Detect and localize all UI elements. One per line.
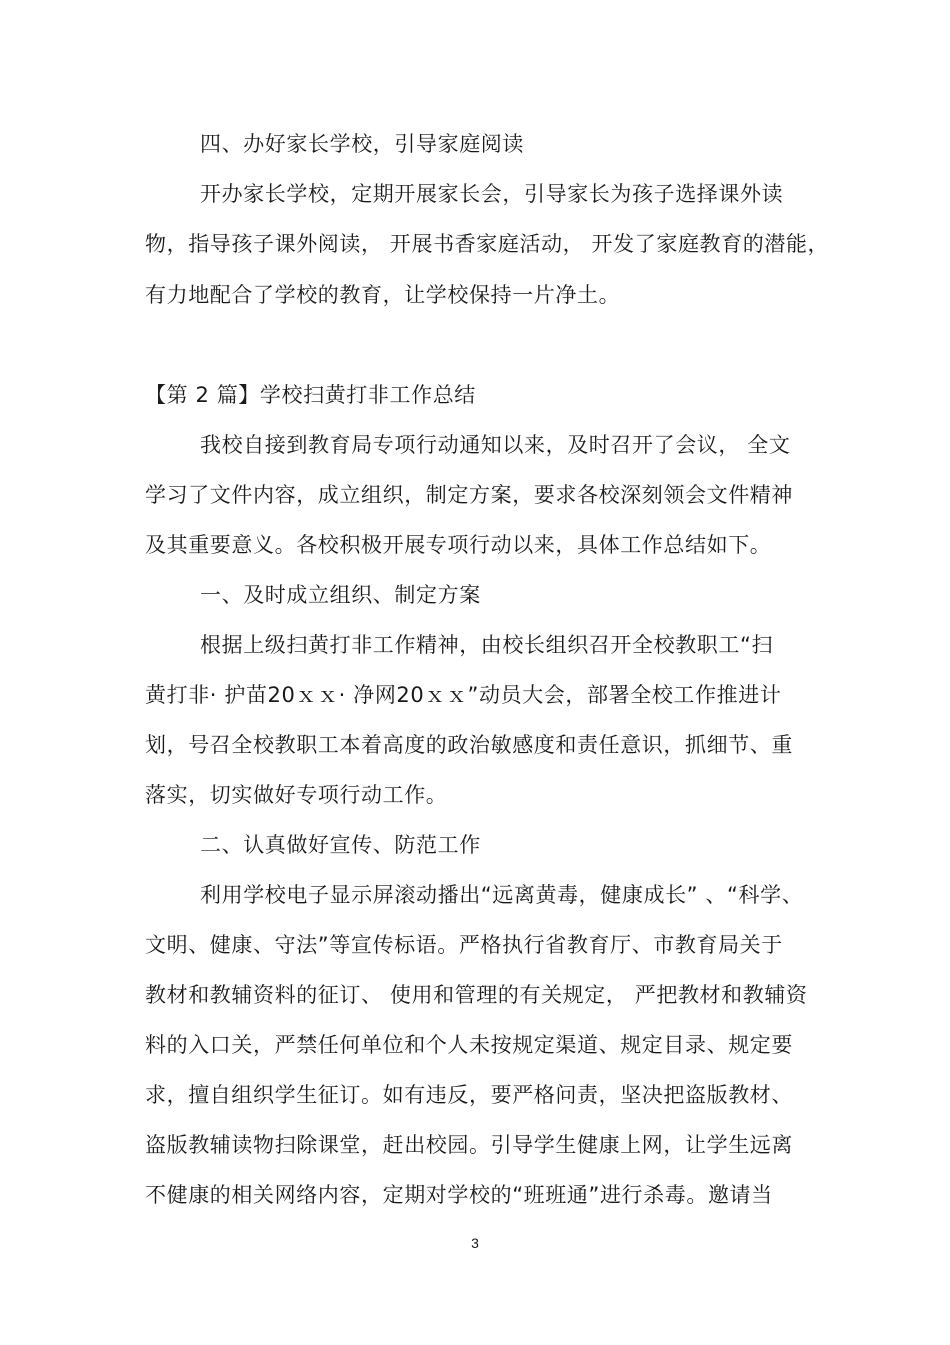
section-heading: 四、办好家长学校，引导家庭阅读 <box>200 132 524 156</box>
paragraph-line: 不健康的相关网络内容，定期对学校的“班班通”进行杀毒。邀请当 <box>145 1183 773 1207</box>
paragraph-line: 有力地配合了学校的教育，让学校保持一片净土。 <box>145 283 621 307</box>
paragraph-line: 我校自接到教育局专项行动通知以来，及时召开了会议， 全文 <box>200 433 791 457</box>
paragraph-line: 文明、健康、守法”等宣传标语。严格执行省教育厅、市教育局关于 <box>145 933 783 957</box>
section-heading: 二、认真做好宣传、防范工作 <box>200 833 481 857</box>
paragraph-line: 学习了文件内容，成立组织，制定方案，要求各校深刻领会文件精神 <box>145 483 793 507</box>
paragraph-line: 教材和教辅资料的征订、 使用和管理的有关规定， 严把教材和教辅资 <box>145 983 808 1007</box>
page-number: 3 <box>471 1235 479 1251</box>
paragraph-line: 落实，切实做好专项行动工作。 <box>145 783 448 807</box>
section-heading: 一、及时成立组织、制定方案 <box>200 583 481 607</box>
paragraph-line: 开办家长学校，定期开展家长会，引导家长为孩子选择课外读 <box>200 182 784 206</box>
paragraph-line: 求，擅自组织学生征订。如有违反，要严格问责，坚决把盗版教材、 <box>145 1083 793 1107</box>
paragraph-line: 盗版教辅读物扫除课堂，赶出校园。引导学生健康上网，让学生远离 <box>145 1133 793 1157</box>
paragraph-line: 根据上级扫黄打非工作精神，由校长组织召开全校教职工“扫 <box>200 633 774 657</box>
paragraph-line: 利用学校电子显示屏滚动播出“远离黄毒，健康成长” 、“科学、 <box>200 883 804 907</box>
paragraph-line: 及其重要意义。各校积极开展专项行动以来，具体工作总结如下。 <box>145 533 772 557</box>
paragraph-line: 划，号召全校教职工本着高度的政治敏感度和责任意识，抓细节、重 <box>145 733 793 757</box>
paragraph-line: 物，指导孩子课外阅读， 开展书香家庭活动， 开发了家庭教育的潜能， <box>145 232 830 256</box>
paragraph-line: 黄打非· 护苗20ｘｘ· 净网20ｘｘ”动员大会，部署全校工作推进计 <box>145 683 782 707</box>
paragraph-line: 料的入口关，严禁任何单位和个人未按规定渠道、规定目录、规定要 <box>145 1033 793 1057</box>
article-title: 【第 2 篇】学校扫黄打非工作总结 <box>145 383 476 407</box>
